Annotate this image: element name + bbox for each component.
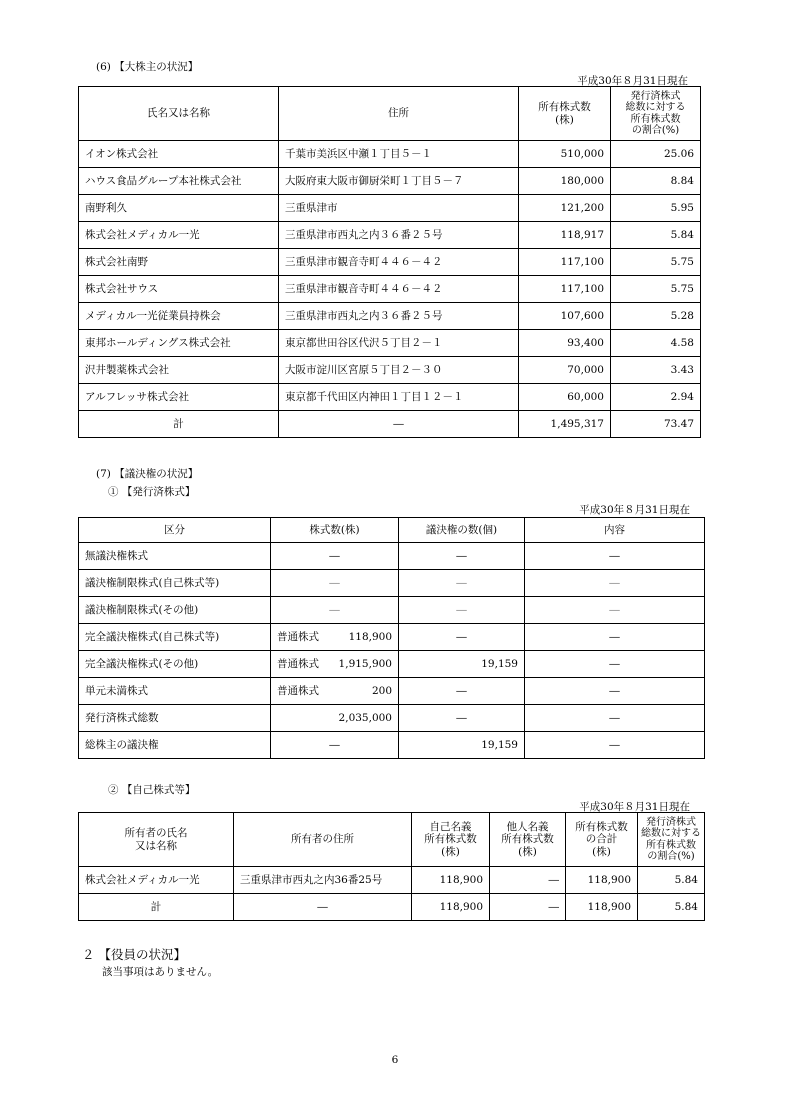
section7-sub1-as-of: 平成30年８月31日現在 [579,504,690,516]
header-owner-name: 所有者の氏名 又は名称 [79,813,234,867]
category-label: 完全議決権株式(自己株式等) [79,624,271,651]
shareholder-shares: 118,917 [519,222,611,249]
header-name: 氏名又は名称 [79,87,279,141]
own-shares: 118,900 [412,894,490,921]
content-cell: ― [525,570,705,597]
votes-cell: ― [399,543,525,570]
votes-cell: ― [399,705,525,732]
shareholder-ratio: 3.43 [611,357,701,384]
own-shares: 118,900 [412,867,490,894]
shareholder-ratio: 25.06 [611,141,701,168]
other-shares: ― [490,867,566,894]
section7-sub2-as-of: 平成30年８月31日現在 [579,801,690,813]
shareholder-shares: 121,200 [519,195,611,222]
table-header-row [79,518,705,543]
shares-cell [271,570,399,597]
header-content: 内容 [525,518,705,543]
table-row [79,570,705,597]
shares-dash: ― [329,603,340,616]
shares-split [277,658,392,670]
shareholder-ratio: 5.28 [611,303,701,330]
content-cell: ― [525,678,705,705]
section6-title: (6) 【大株主の状況】 [96,61,199,73]
table-total-row [79,411,701,438]
section7-sub2-title: ② 【自己株式等】 [108,784,196,796]
shares-dash: ― [329,738,340,751]
shareholder-shares: 107,600 [519,303,611,330]
shareholder-address: 大阪府東大阪市御厨栄町１丁目５－７ [279,168,519,195]
shareholder-name: 東邦ホールディングス株式会社 [79,330,279,357]
shareholder-shares: 70,000 [519,357,611,384]
page-number: 6 [391,1054,399,1066]
content-cell: ― [525,705,705,732]
table-row [79,195,701,222]
shareholder-shares: 117,100 [519,276,611,303]
table-row [79,141,701,168]
shares-cell [271,543,399,570]
votes-cell: 19,159 [399,732,525,759]
shareholder-name: 株式会社サウス [79,276,279,303]
table-row [79,384,701,411]
ratio: 5.84 [638,867,705,894]
shareholder-address: 三重県津市観音寺町４４６－４２ [279,276,519,303]
table-row [79,597,705,624]
shareholder-name: 南野利久 [79,195,279,222]
shareholder-address: 三重県津市西丸之内３６番２５号 [279,303,519,330]
shares-dash: ― [329,549,340,562]
stock-type: 普通株式 [277,684,319,697]
votes-cell: 19,159 [399,651,525,678]
votes-cell: ― [399,570,525,597]
table-header-row [79,813,705,867]
owner-name: 株式会社メディカル一光 [79,867,234,894]
header-owner-address: 所有者の住所 [234,813,412,867]
shareholder-name: イオン株式会社 [79,141,279,168]
stock-type: 普通株式 [277,657,319,670]
shareholder-ratio: 5.75 [611,276,701,303]
shares-value: 200 [371,684,392,697]
major-shareholders-table [78,86,701,438]
header-ratio: 発行済株式 総数に対する 所有株式数 の割合(%) [638,813,705,867]
table-row [79,651,705,678]
shareholder-address: 三重県津市 [279,195,519,222]
header-own-shares: 自己名義 所有株式数 (株) [412,813,490,867]
table-row [79,168,701,195]
votes-cell: ― [399,597,525,624]
shareholder-address: 三重県津市西丸之内３６番２５号 [279,222,519,249]
shares-value: 118,900 [348,630,392,643]
table-row [79,357,701,384]
section6-as-of: 平成30年８月31日現在 [577,75,688,87]
shares-split [277,685,392,697]
owner-name: 計 [79,894,234,921]
total-label: 計 [79,411,279,438]
table-row [79,222,701,249]
table-row [79,624,705,651]
section7-sub1-title: ① 【発行済株式】 [108,486,196,498]
shareholder-address: 大阪市淀川区宮原５丁目２－３０ [279,357,519,384]
table-row [79,330,701,357]
shares-cell [271,597,399,624]
shareholder-name: メディカル一光従業員持株会 [79,303,279,330]
header-shares: 株式数(株) [271,518,399,543]
shares-value: 1,915,900 [338,657,392,670]
shareholder-ratio: 5.95 [611,195,701,222]
content-cell: ― [525,651,705,678]
table-row [79,276,701,303]
header-category: 区分 [79,518,271,543]
total-shares: 1,495,317 [519,411,611,438]
table-row [79,705,705,732]
section2-body: 該当事項はありません。 [102,966,219,978]
owner-address: ― [234,894,412,921]
table-header-row [79,87,701,141]
shares-cell [271,624,399,651]
shareholder-shares: 117,100 [519,249,611,276]
content-cell: ― [525,624,705,651]
shares-dash: ― [329,576,340,589]
shares-cell [271,732,399,759]
table-row [79,303,701,330]
shareholder-shares: 60,000 [519,384,611,411]
category-label: 単元未満株式 [79,678,271,705]
shareholder-address: 東京都世田谷区代沢５丁目２－１ [279,330,519,357]
section2-title: ２ 【役員の状況】 [82,947,186,962]
shareholder-name: アルフレッサ株式会社 [79,384,279,411]
ratio: 5.84 [638,894,705,921]
shareholder-name: 沢井製薬株式会社 [79,357,279,384]
shareholder-shares: 510,000 [519,141,611,168]
header-other-shares: 他人名義 所有株式数 (株) [490,813,566,867]
category-label: 総株主の議決権 [79,732,271,759]
votes-cell: ― [399,678,525,705]
table-row [79,543,705,570]
shareholder-shares: 93,400 [519,330,611,357]
owner-address: 三重県津市西丸之内36番25号 [234,867,412,894]
shareholder-ratio: 2.94 [611,384,701,411]
voting-rights-table [78,517,705,759]
shareholder-name: 株式会社南野 [79,249,279,276]
stock-type: 普通株式 [277,630,319,643]
other-shares: ― [490,894,566,921]
category-label: 議決権制限株式(自己株式等) [79,570,271,597]
total-shares: 118,900 [566,894,638,921]
shares-cell [271,651,399,678]
category-label: 発行済株式総数 [79,705,271,732]
table-row [79,678,705,705]
shareholder-ratio: 5.84 [611,222,701,249]
category-label: 無議決権株式 [79,543,271,570]
content-cell: ― [525,543,705,570]
table-row [79,894,705,921]
shareholder-address: 千葉市美浜区中瀬１丁目５－１ [279,141,519,168]
total-ratio: 73.47 [611,411,701,438]
header-total-shares: 所有株式数 の合計 (株) [566,813,638,867]
category-label: 議決権制限株式(その他) [79,597,271,624]
total-address: ― [279,411,519,438]
shareholder-ratio: 5.75 [611,249,701,276]
shareholder-ratio: 8.84 [611,168,701,195]
shareholder-name: ハウス食品グループ本社株式会社 [79,168,279,195]
shareholder-address: 東京都千代田区内神田１丁目１２－１ [279,384,519,411]
table-row [79,732,705,759]
shareholder-name: 株式会社メディカル一光 [79,222,279,249]
content-cell: ― [525,597,705,624]
shareholder-address: 三重県津市観音寺町４４６－４２ [279,249,519,276]
header-ratio: 発行済株式 総数に対する 所有株式数 の割合(%) [611,87,701,141]
shareholder-ratio: 4.58 [611,330,701,357]
header-address: 住所 [279,87,519,141]
shares-split [277,631,392,643]
shareholder-shares: 180,000 [519,168,611,195]
shares-cell [271,705,399,732]
votes-cell: ― [399,624,525,651]
content-cell: ― [525,732,705,759]
shares-cell [271,678,399,705]
section7-title: (7) 【議決権の状況】 [96,468,199,480]
treasury-stock-table [78,812,705,921]
total-shares: 118,900 [566,867,638,894]
table-row [79,867,705,894]
table-row [79,249,701,276]
header-shares: 所有株式数 (株) [519,87,611,141]
header-votes: 議決権の数(個) [399,518,525,543]
shares-value: 2,035,000 [338,711,392,724]
category-label: 完全議決権株式(その他) [79,651,271,678]
